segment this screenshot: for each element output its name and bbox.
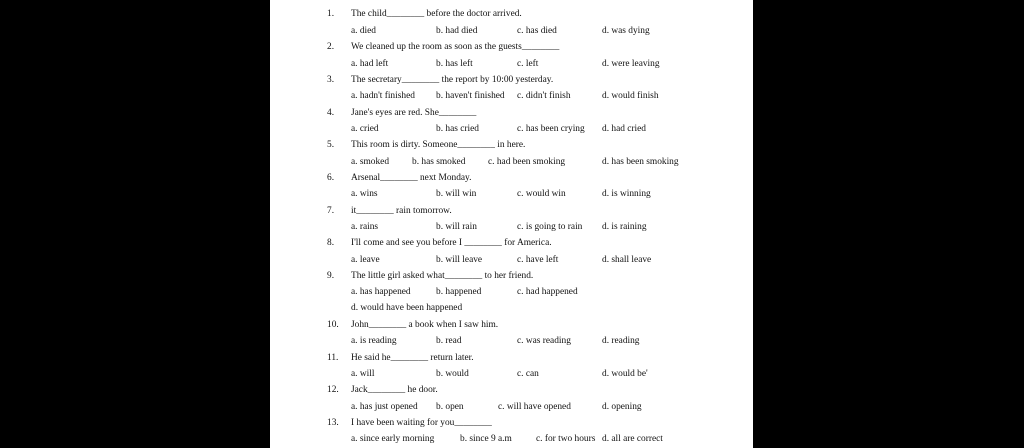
question-stem: Jack________ he door. (351, 385, 438, 395)
question-stem: He said he________ return later. (351, 353, 474, 363)
question-9 (270, 272, 753, 288)
question-10 (270, 321, 753, 337)
option-d: d. all are correct (602, 434, 663, 444)
question-11 (270, 354, 753, 370)
option-b: b. open (436, 402, 464, 412)
option-c: c. has died (517, 26, 557, 36)
question-stem: This room is dirty. Someone________ in here. (351, 140, 526, 150)
option-a: a. wins (351, 189, 378, 199)
option-d: d. opening (602, 402, 642, 412)
option-a: a. cried (351, 124, 379, 134)
question-stem: Jane's eyes are red. She________ (351, 108, 477, 118)
question-3 (270, 76, 753, 92)
question-6 (270, 174, 753, 190)
question-1 (270, 10, 753, 26)
question-stem: I have been waiting for you________ (351, 418, 492, 428)
option-d: d. were leaving (602, 59, 660, 69)
option-b: b. has left (436, 59, 473, 69)
option-a: a. has just opened (351, 402, 418, 412)
option-b: b. read (436, 336, 462, 346)
option-c: c. for two hours (536, 434, 596, 444)
question-stem: John________ a book when I saw him. (351, 320, 499, 330)
option-b: b. haven't finished (436, 91, 505, 101)
question-8 (270, 239, 753, 255)
question-number: 10. (327, 320, 339, 330)
option-d: d. is raining (602, 222, 647, 232)
option-a: a. has happened (351, 287, 411, 297)
option-d: d. shall leave (602, 255, 652, 265)
option-d: d. reading (602, 336, 640, 346)
question-number: 2. (327, 42, 335, 52)
option-c: c. can (517, 369, 539, 379)
option-b: b. will rain (436, 222, 477, 232)
worksheet-page (270, 0, 753, 448)
option-b: b. will win (436, 189, 477, 199)
option-a: a. died (351, 26, 376, 36)
question-stem: The secretary________ the report by 10:00 yesterday. (351, 75, 554, 85)
option-b: b. has smoked (412, 157, 466, 167)
option-a: a. had left (351, 59, 389, 69)
option-b: b. would (436, 369, 469, 379)
option-c: c. left (517, 59, 539, 69)
option-b: b. happened (436, 287, 482, 297)
option-b: b. had died (436, 26, 478, 36)
option-d: d. would finish (602, 91, 659, 101)
option-d: d. had cried (602, 124, 646, 134)
question-stem: it________ rain tomorrow. (351, 206, 452, 216)
option-c: c. didn't finish (517, 91, 571, 101)
option-a: a. will (351, 369, 375, 379)
question-2 (270, 43, 753, 59)
question-stem: I'll come and see you before I ________ for America. (351, 238, 552, 248)
option-c: c. will have opened (498, 402, 571, 412)
question-5 (270, 141, 753, 157)
option-b: b. has cried (436, 124, 479, 134)
question-number: 13. (327, 418, 339, 428)
option-c: c. was reading (517, 336, 571, 346)
question-stem: Arsenal________ next Monday. (351, 173, 472, 183)
option-c: c. have left (517, 255, 559, 265)
question-7 (270, 207, 753, 223)
question-stem: The child________ before the doctor arrived. (351, 9, 522, 19)
question-number: 5. (327, 140, 335, 150)
question-number: 6. (327, 173, 335, 183)
option-d: d. would be' (602, 369, 648, 379)
option-d: d. has been smoking (602, 157, 679, 167)
question-number: 3. (327, 75, 335, 85)
question-13 (270, 419, 753, 435)
option-c: c. is going to rain (517, 222, 583, 232)
option-a: a. rains (351, 222, 379, 232)
option-c: c. had happened (517, 287, 578, 297)
option-a: a. since early morning (351, 434, 435, 444)
question-number: 7. (327, 206, 335, 216)
question-stem: We cleaned up the room as soon as the guests________ (351, 42, 560, 52)
question-number: 8. (327, 238, 335, 248)
question-4 (270, 109, 753, 125)
option-a: a. smoked (351, 157, 390, 167)
question-12 (270, 386, 753, 402)
option-d: d. is winning (602, 189, 651, 199)
question-number: 1. (327, 9, 335, 19)
option-c: c. would win (517, 189, 566, 199)
option-c: c. had been smoking (488, 157, 566, 167)
option-b: b. since 9 a.m (460, 434, 512, 444)
option-d: d. was dying (602, 26, 650, 36)
option-c: c. has been crying (517, 124, 585, 134)
question-number: 4. (327, 108, 335, 118)
option-b: b. will leave (436, 255, 483, 265)
option-a: a. hadn't finished (351, 91, 415, 101)
question-number: 11. (327, 353, 339, 363)
question-stem: The little girl asked what________ to her friend. (351, 271, 534, 281)
question-number: 12. (327, 385, 339, 395)
option-a: a. leave (351, 255, 380, 265)
question-number: 9. (327, 271, 335, 281)
option-d: d. would have been happened (351, 303, 463, 313)
option-a: a. is reading (351, 336, 397, 346)
